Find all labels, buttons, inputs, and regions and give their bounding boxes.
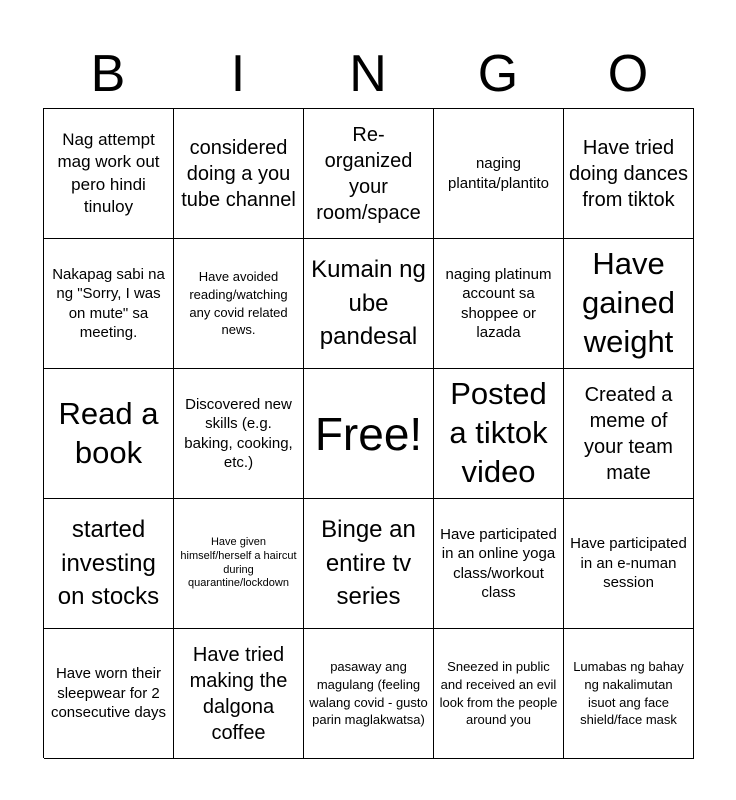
bingo-cell-r3c1[interactable]: Read a book [44,369,174,499]
bingo-cell-r4c5[interactable]: Have participated in an e-numan session [564,499,694,629]
header-letter-i: I [230,45,246,103]
bingo-cell-r3c2[interactable]: Discovered new skills (e.g. baking, cooking, etc.) [174,369,304,499]
bingo-cell-r1c2[interactable]: considered doing a you tube channel [174,109,304,239]
bingo-cell-r4c4[interactable]: Have participated in an online yoga class/workout class [434,499,564,629]
bingo-board [43,108,694,758]
bingo-cell-r2c3[interactable]: Kumain ng ube pandesal [304,239,434,369]
bingo-cell-r1c1[interactable]: Nag attempt mag work out pero hindi tinuloy [44,109,174,239]
bingo-cell-r5c2[interactable]: Have tried making the dalgona coffee [174,629,304,759]
bingo-cell-r1c5[interactable]: Have tried doing dances from tiktok [564,109,694,239]
bingo-cell-r3c5[interactable]: Created a meme of your team mate [564,369,694,499]
bingo-cell-r2c5[interactable]: Have gained weight [564,239,694,369]
bingo-cell-r4c2[interactable]: Have given himself/herself a haircut during quarantine/lockdown [174,499,304,629]
bingo-cell-free[interactable]: Free! [304,369,434,499]
bingo-cell-r4c1[interactable]: started investing on stocks [44,499,174,629]
bingo-cell-r1c3[interactable]: Re-organized your room/space [304,109,434,239]
bingo-cell-r5c4[interactable]: Sneezed in public and received an evil look from the people around you [434,629,564,759]
header-letter-g: G [477,45,519,103]
bingo-cell-r2c4[interactable]: naging platinum account sa shoppee or lazada [434,239,564,369]
bingo-cell-r2c1[interactable]: Nakapag sabi na ng "Sorry, I was on mute" sa meeting. [44,239,174,369]
bingo-cell-r1c4[interactable]: naging plantita/plantito [434,109,564,239]
bingo-cell-r3c4[interactable]: Posted a tiktok video [434,369,564,499]
bingo-header [43,40,693,108]
bingo-cell-r5c1[interactable]: Have worn their sleepwear for 2 consecutive days [44,629,174,759]
bingo-cell-r4c3[interactable]: Binge an entire tv series [304,499,434,629]
bingo-cell-r2c2[interactable]: Have avoided reading/watching any covid related news. [174,239,304,369]
header-letter-o: O [607,45,649,103]
bingo-cell-r5c5[interactable]: Lumabas ng bahay ng nakalimutan isuot ang face shield/face mask [564,629,694,759]
bingo-cell-r5c3[interactable]: pasaway ang magulang (feeling walang covid - gusto parin maglakwatsa) [304,629,434,759]
header-letter-n: N [349,45,387,103]
header-letter-b: B [90,45,126,103]
